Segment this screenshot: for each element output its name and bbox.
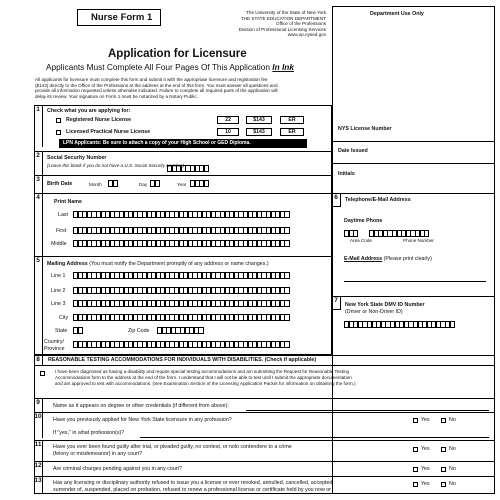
intro-line: All applicants for licensure must complete this form and submit it with the appropriate licensure and registration fee [35,77,268,82]
intro-line: delay its review. Your signature on Form 1 must be notarized by a Notary Public. [35,93,198,99]
divider [34,193,332,194]
section-number: 1 [34,105,43,147]
rn-license-checkbox[interactable] [56,118,61,123]
q11-no-checkbox[interactable] [441,447,446,452]
section-number: 5 [34,256,43,355]
q2-note: (Leave this blank if you do not have a U.S. Social Security Number) [47,163,185,168]
q5-label: Mailing Address [47,261,88,267]
birth-year-input[interactable] [190,180,208,187]
country-input[interactable] [73,341,289,348]
q3-label: Birth Date [47,181,73,187]
q11-yes-label: Yes [421,446,430,452]
q11-label-2: (felony or misdemeanor) in any court? [53,451,143,457]
q8-heading [48,357,316,363]
q10-yes-label: Yes [421,417,430,423]
city-label: City [59,315,69,321]
q12-no-checkbox[interactable] [441,467,446,472]
city-input[interactable] [73,314,289,321]
q13-no-label: No [449,481,456,487]
address-line2-label: Line 2 [51,288,66,294]
q10-no-checkbox[interactable] [441,418,446,423]
section-number: 10 [34,412,43,438]
form-title: Nurse Form 1 [91,12,153,23]
dmv-id-input[interactable] [344,321,454,328]
q9-label: Name as it appears on degree or other credentials (if different from above): [53,403,229,409]
q10-answer-line[interactable] [140,437,489,438]
rn-fee: $143 [246,116,272,124]
divider [332,163,495,164]
subtitle-text: Applicants Must Complete All Four Pages Of This Application [46,62,270,72]
first-name-input[interactable] [73,227,289,234]
q11-label: Have you ever been found guilty after trial, or pleaded guilty, no contest, or nolo contendere to a crime [53,444,292,450]
q13-label: Has any licensing or disciplinary authority refused to issue you a license or ever revoked, annulled, cancelled, accepted [53,480,333,486]
lpn-license-label: Licensed Practical Nurse License [66,129,151,135]
intro-line: provide all information requested unless otherwise indicated. Failure to complete all required parts of the application will [35,88,278,93]
q8-text-line: Accommodations form to the address at the end of the form. I understand that I will not be able to test until I submit the appropriate documentation [55,375,352,381]
province-label: Province [44,346,65,352]
last-name-input[interactable] [73,211,289,218]
q13-label-2: surrender of, suspended, placed on probation, refused to renew a professional license or certificate held by you now or [53,487,331,493]
last-name-label: Last [58,212,69,218]
zip-label: Zip Code [128,328,150,334]
q12-no-label: No [449,466,456,472]
divider [34,398,495,399]
q11-no-label: No [449,446,456,452]
lpn-license-checkbox[interactable] [56,130,61,135]
q13-yes-checkbox[interactable] [413,482,418,487]
phone-number-input[interactable] [369,230,429,237]
institution-line: The University of the State of New York [246,10,326,15]
section-number: 7 [332,296,341,310]
q2-label: Social Security Number [47,155,107,161]
divider [332,296,495,297]
intro-paragraph [35,77,331,99]
address-line3-input[interactable] [73,300,289,307]
email-label: E-Mail Address [344,256,383,262]
q12-yes-label: Yes [421,466,430,472]
divider [332,193,495,194]
q12-yes-checkbox[interactable] [413,467,418,472]
rn-code: 22 [217,116,239,124]
accommodations-checkbox[interactable] [40,371,45,376]
area-code-label: Area Code [350,238,372,243]
q10-yes-checkbox[interactable] [413,418,418,423]
birth-month-label: Month [89,182,102,187]
birth-day-label: Day [139,182,148,187]
email-heading [344,256,432,262]
area-code-input[interactable] [344,230,358,237]
first-name-label: First [56,228,67,234]
divider [34,461,495,462]
institution-line: THE STATE EDUCATION DEPARTMENT [240,15,326,21]
section-number: 4 [34,193,43,256]
address-line3-label: Line 3 [51,301,66,307]
divider [34,151,332,152]
address-line2-input[interactable] [73,287,289,294]
nys-license-label: NYS License Number [338,126,392,132]
q10-label: Have you previously applied for New York State licensure in any profession? [53,417,232,423]
q7-note: (Driver or Non-Driver ID) [345,309,403,315]
birth-month-input[interactable] [108,180,117,187]
divider [34,256,332,257]
section-number: 11 [34,440,43,461]
q6-label: Telephone/E-Mail Address [345,197,411,203]
institution-line: www.op.nysed.gov [287,32,326,38]
q8-label: REASONABLE TESTING ACCOMMODATIONS FOR INDIVIDUALS WITH DISABILITIES. [48,357,264,363]
lpn-note-text: LPN Applicants: Be sure to attach a copy of your High School or GED Diploma. [63,140,251,146]
in-ink-text: In Ink [272,62,294,72]
rn-er: ER [280,116,304,124]
q12-label: Are criminal charges pending against you in any court? [53,466,182,472]
state-label: State [55,328,68,334]
application-title: Application for Licensure [108,48,247,60]
q10-sub-label: If "yes," in what profession(s)? [53,430,125,436]
section-number: 3 [34,175,43,193]
zip-input[interactable] [157,327,203,334]
q8-label-note: (Check if applicable) [264,357,317,363]
address-line1-input[interactable] [73,272,289,279]
q10-no-label: No [449,417,456,423]
q8-text-line: and am approved to test with accommodations. (See Examination Section of the Licensing Application Packet for information on obtaining the form.) [55,381,356,387]
q4-label: Print Name [54,199,82,205]
section-number: 12 [34,461,43,476]
q5-note: (You must notify the Department promptly of any address or name changes.) [89,261,269,267]
q8-text-line: I have been diagnosed as having a disability and require special testing accommodations and am submitting the Request for Reasonable Testing [55,369,350,374]
institution-line: Division of Professional Licensing Services [238,26,326,32]
middle-name-input[interactable] [73,240,289,247]
initials-label: Initials [338,171,355,177]
section-number: 2 [34,151,43,175]
lpn-code: 10 [217,128,239,136]
q13-yes-label: Yes [421,481,430,487]
divider [34,412,495,413]
department-use-label: Department Use Only [370,11,424,17]
daytime-phone-label: Daytime Phone [344,218,383,224]
application-subtitle [46,62,294,72]
middle-name-label: Middle [51,241,67,247]
section-number: 9 [34,398,43,412]
institution-line: Office of the Professions [276,21,326,27]
section-number: 6 [332,193,341,207]
email-note: (Please print clearly) [383,256,432,262]
birth-year-label: Year [177,182,187,187]
q9-answer-line[interactable] [246,410,489,411]
divider [34,175,332,176]
birth-day-input[interactable] [150,180,159,187]
divider [332,141,495,142]
q8-text [55,369,491,388]
institution-block [196,10,326,38]
section-number: 13 [34,476,43,494]
state-input[interactable] [73,327,82,334]
phone-number-label: Phone Number [403,238,434,243]
rn-license-label: Registered Nurse License [66,117,132,123]
intro-line: ($143) directly to the Office of the Professions at the address at the end of this form. You must answer all questions and [35,82,278,88]
q7-label: New York State DMV ID Number [345,302,425,308]
q11-yes-checkbox[interactable] [413,447,418,452]
lpn-fee: $143 [246,128,272,136]
q1-label: Check what you are applying for: [47,108,131,114]
q5-heading [47,261,269,267]
divider [34,365,495,366]
country-label: Country/ [44,339,65,345]
lpn-er: ER [280,128,304,136]
ssn-input[interactable] [167,165,208,172]
divider [34,476,495,477]
divider [34,440,495,441]
q13-no-checkbox[interactable] [441,482,446,487]
date-issued-label: Date Issued [338,148,368,154]
email-line[interactable] [344,281,486,282]
section-number: 8 [34,355,43,365]
address-line1-label: Line 1 [51,273,66,279]
